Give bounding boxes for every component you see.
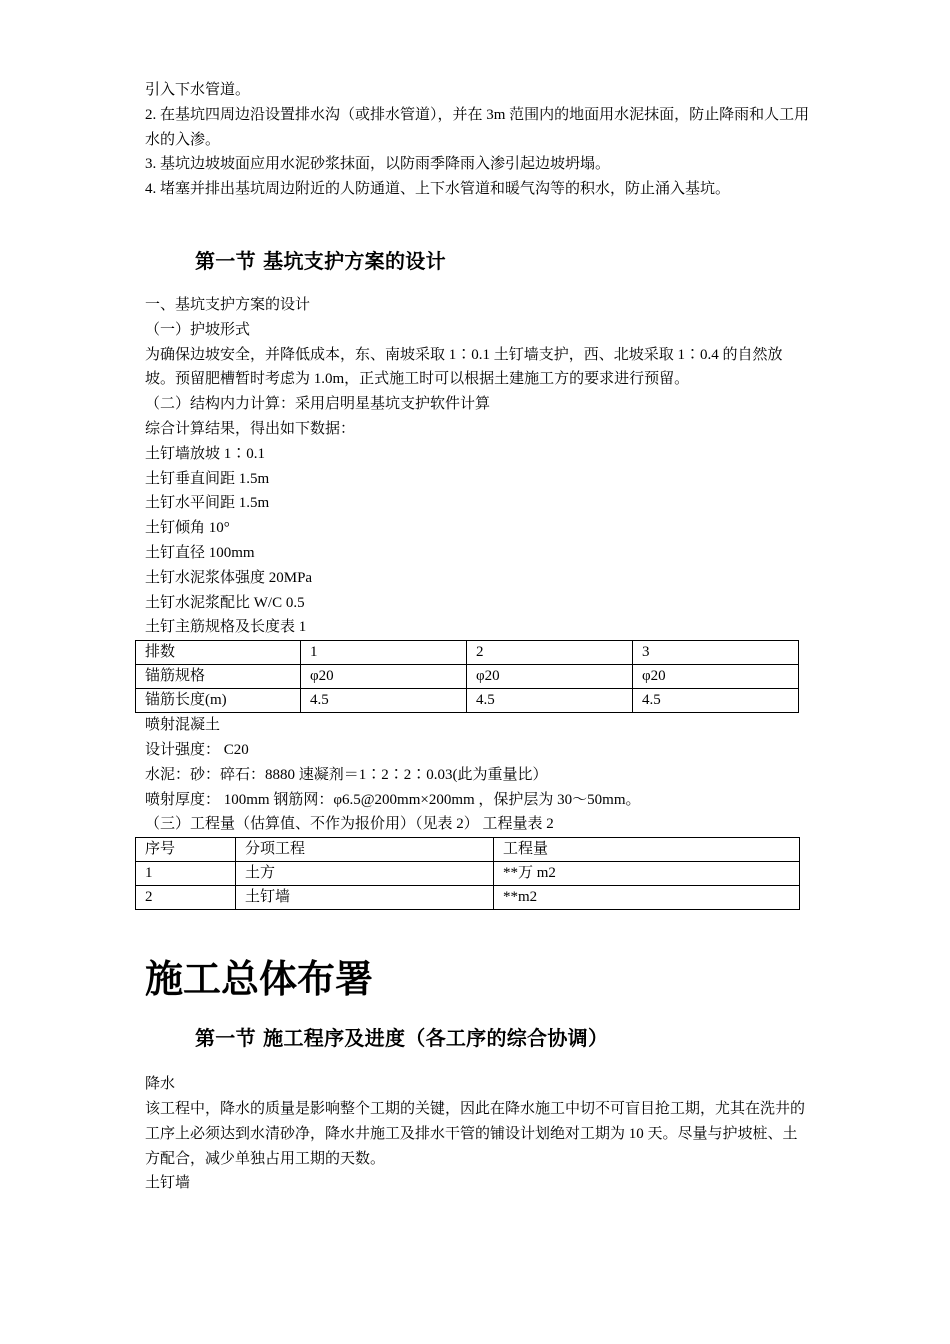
subheading-support-design: 一、基坑支护方案的设计	[145, 296, 311, 313]
dewatering-paragraph: 该工程中，降水的质量是影响整个工期的关键，因此在降水施工中切不可盲目抢工期，尤其在洗井的工序上必须达到水清砂净，降水井施工及排水干管的铺设计划绝对工期为 10 天。尽量与护坡桩、土方配合，减少单独占用工期的天数。	[145, 1100, 806, 1167]
concrete-line: 设计强度： C20	[145, 741, 249, 758]
table-row	[136, 641, 799, 665]
table-cell: φ20	[467, 665, 633, 689]
param-line: 土钉水平间距 1.5m	[145, 495, 270, 512]
table-cell: 1	[136, 862, 236, 886]
table-cell: 3	[633, 641, 799, 665]
table-row	[136, 862, 800, 886]
subheading-slope-form: （一）护坡形式	[145, 321, 251, 338]
table-cell: 排数	[136, 641, 301, 665]
table-cell: 土钉墙	[236, 886, 494, 910]
concrete-line: 喷射混凝土	[145, 717, 221, 734]
section-heading-support: 第一节 基坑支护方案的设计	[195, 248, 446, 273]
param-line: 土钉垂直间距 1.5m	[145, 470, 270, 487]
intro-line-0: 引入下水管道。	[145, 82, 251, 98]
table-cell: **m2	[494, 886, 800, 910]
table-cell: 工程量	[494, 838, 800, 862]
param-line: 土钉倾角 10°	[145, 520, 230, 537]
table-cell: 4.5	[633, 689, 799, 713]
table-cell: 分项工程	[236, 838, 494, 862]
table-cell: 土方	[236, 862, 494, 886]
table-row	[136, 886, 800, 910]
concrete-line: 喷射厚度： 100mm 钢筋网：φ6.5@200mm×200mm ，保护层为 30～50mm。	[145, 791, 641, 808]
param-line: 土钉水泥浆配比 W/C 0.5	[145, 594, 305, 611]
table-cell: 2	[136, 886, 236, 910]
soil-nail-label: 土钉墙	[145, 1175, 191, 1192]
calc-intro: 综合计算结果，得出如下数据：	[145, 420, 356, 437]
table-cell: 锚筋长度(m)	[136, 689, 301, 713]
intro-line-2: 3. 基坑边坡坡面应用水泥砂浆抹面，以防雨季降雨入渗引起边坡坍塌。	[145, 156, 611, 173]
table2-caption: （三）工程量（估算值、不作为报价用）（见表 2） 工程量表 2	[145, 816, 554, 833]
table-cell: 1	[301, 641, 467, 665]
param-line: 土钉水泥浆体强度 20MPa	[145, 569, 313, 586]
param-line: 土钉墙放坡 1∶0.1	[145, 445, 266, 462]
slope-form-paragraph: 为确保边坡安全，并降低成本，东、南坡采取 1∶0.1 土钉墙支护，西、北坡采取 1∶0.4 的自然放坡。预留肥槽暂时考虑为 1.0m，正式施工时可以根据土建施工方的要求进行预留。	[145, 346, 783, 388]
section-heading-sequence: 第一节 施工程序及进度（各工序的综合协调）	[195, 1026, 609, 1051]
table-cell: φ20	[633, 665, 799, 689]
table-row	[136, 838, 800, 862]
table-cell: 4.5	[301, 689, 467, 713]
table-row	[136, 689, 799, 713]
quantity-table	[135, 837, 800, 910]
intro-line-1: 2. 在基坑四周边沿设置排水沟（或排水管道），并在 3m 范围内的地面用水泥抹面，防止降雨和人工用水的入渗。	[145, 106, 810, 148]
chapter-title: 施工总体布署	[145, 957, 374, 1002]
dewatering-label: 降水	[145, 1076, 176, 1093]
document-page	[145, 78, 810, 1196]
intro-line-3: 4. 堵塞并排出基坑周边附近的人防通道、上下水管道和暖气沟等的积水，防止涌入基坑。	[145, 181, 731, 198]
table-cell: 4.5	[467, 689, 633, 713]
table-cell: φ20	[301, 665, 467, 689]
nail-spec-table	[135, 640, 799, 713]
param-line: 土钉直径 100mm	[145, 544, 255, 561]
subheading-structure-calc: （二）结构内力计算：采用启明星基坑支护软件计算	[145, 396, 491, 413]
table-cell: 锚筋规格	[136, 665, 301, 689]
table1-caption: 土钉主筋规格及长度表 1	[145, 619, 307, 636]
table-cell: **万 m2	[494, 862, 800, 886]
concrete-line: 水泥：砂：碎石：8880 速凝剂＝1∶2∶2∶0.03(此为重量比）	[145, 766, 548, 783]
table-cell: 序号	[136, 838, 236, 862]
table-row	[136, 665, 799, 689]
table-cell: 2	[467, 641, 633, 665]
